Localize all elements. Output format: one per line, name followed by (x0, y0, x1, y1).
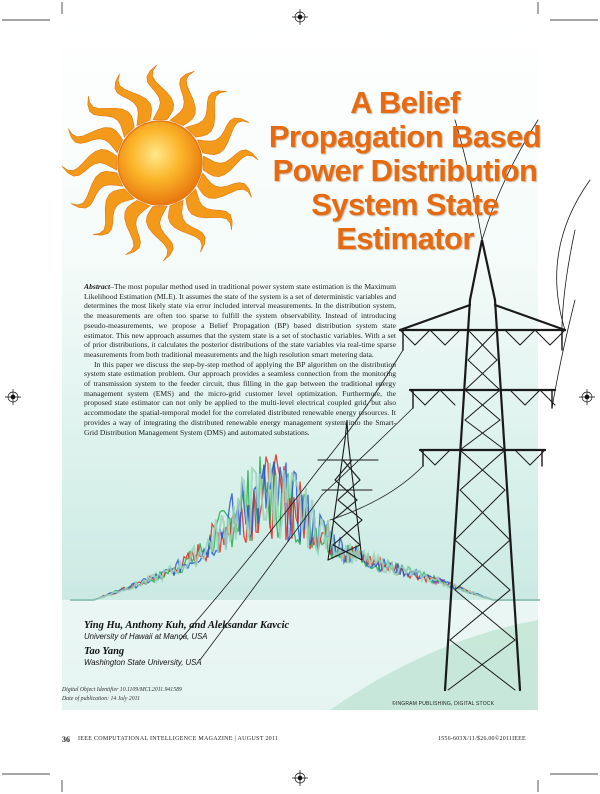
article-title (255, 86, 555, 256)
abstract-label: Abstract (84, 282, 111, 291)
author-affiliation: Washington State University, USA (84, 658, 202, 667)
title-line: Propagation Based (268, 119, 542, 154)
author-block (84, 619, 414, 671)
abstract-paragraph-1 (84, 282, 396, 360)
image-credit: ©INGRAM PUBLISHING, DIGITAL STOCK (392, 701, 495, 707)
author-names: Ying Hu, Anthony Kuh, and Aleksandar Kavcic (84, 620, 290, 631)
title-line: Estimator (336, 221, 474, 256)
title-line: System State (311, 187, 499, 222)
page-footer (0, 733, 600, 747)
title-line: Power Distribution (272, 153, 538, 188)
author-names: Tao Yang (84, 646, 125, 657)
page-number: 36 (62, 735, 70, 744)
magazine-name: IEEE COMPUTATIONAL INTELLIGENCE MAGAZINE | AUGUST 2011 (78, 736, 279, 742)
abstract-text-1: –The most popular method used in traditional power system state estimation is the Maximum Likelihood Estimation (MLE). It assumes the state of the system is a set of deterministic variables and determines the most likely state via error included interval measurements. In the distribution system, the measurements are often too sparse to fulfill the system observability. Instead of introducing pseudo-measurements, we propose a Belief Propagation (BP) based distribution system state estimator. This new approach assumes that the system state is a set of stochastic variables. With a set of prior distributions, it calculates the posterior distributions of the state variables via real-time sparse measurements from both traditional measurements and the high resolution smart metering data. (84, 282, 396, 359)
doi: Digital Object Identifier 10.1109/MCI.2011.941589 (62, 687, 182, 693)
abstract (84, 282, 396, 437)
abstract-paragraph-2: In this paper we discuss the step-by-step method of applying the BP algorithm on the distribution system state estimation problem. Our approach provides a seamless connection from the monitoring of transmission system to the feeder circuit, thus filling in the gap between the traditional energy management system (EMS) and the micro-grid customer level optimization. Furthermore, the proposed state estimator can not only be applied to the multi-level electrical coupled grid, but also accommodate the spatial-temporal model for the correlated distributed renewable energy resources. It provides a way of integrating the distributed renewable energy management system into the Smart-Grid Distribution Management System (DMS) and automated substations. (84, 359, 396, 437)
author-affiliation: University of Hawaii at Manoa, USA (84, 632, 208, 641)
publication-meta (62, 686, 182, 704)
publication-date: Date of publication: 14 July 2011 (62, 696, 140, 702)
title-line: A Belief (350, 85, 460, 120)
issn-line: 1556-603X/11/$26.00©2011IEEE (438, 736, 526, 742)
